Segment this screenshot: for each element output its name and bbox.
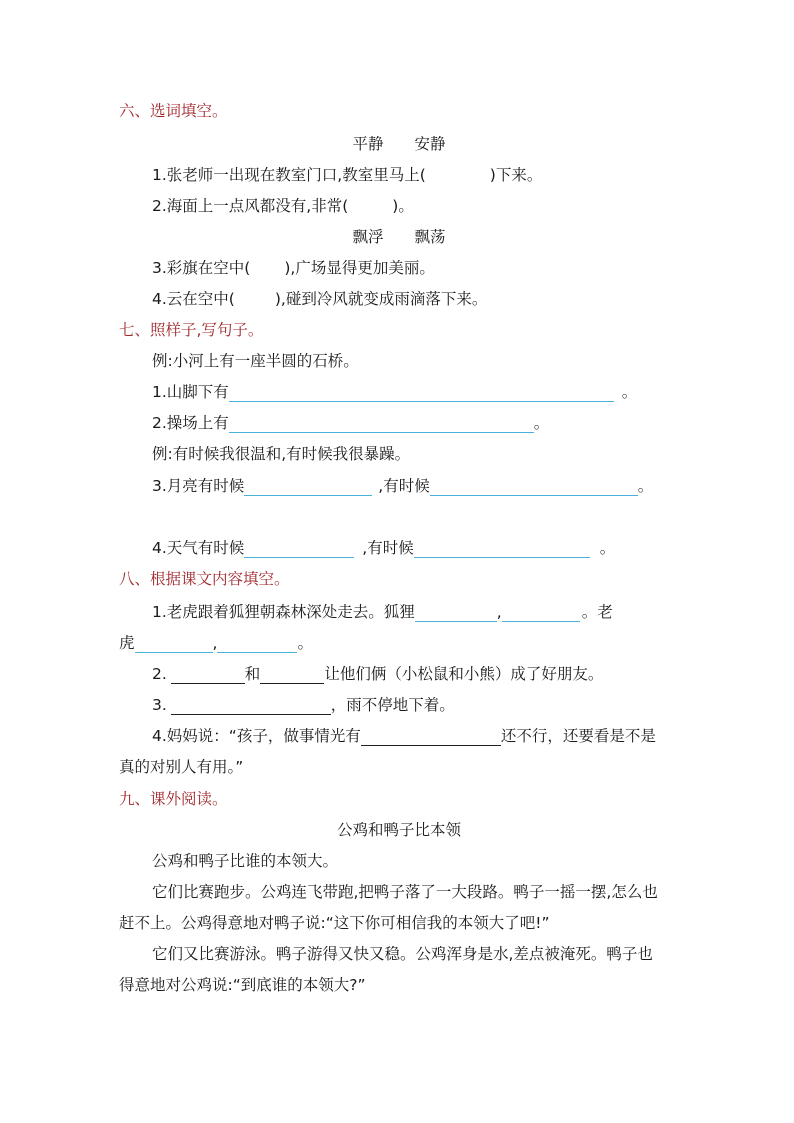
answer-line[interactable] <box>229 385 614 402</box>
question-7-4 <box>152 538 615 558</box>
example-1: 例:小河上有一座半圆的石桥。 <box>152 352 359 370</box>
question-7-3 <box>152 476 653 496</box>
answer-line[interactable] <box>430 479 638 496</box>
question-8-3 <box>152 695 455 715</box>
answer-line[interactable] <box>229 416 534 433</box>
question-6-1 <box>152 165 542 185</box>
question-text: 3.月亮有时候 <box>152 477 245 495</box>
question-text: 。 <box>599 539 616 557</box>
question-7-1 <box>152 382 637 402</box>
question-text: 。 <box>297 634 313 652</box>
question-text: 让他们俩（小松鼠和小熊）成了好朋友。 <box>324 665 604 683</box>
answer-line[interactable] <box>217 636 297 653</box>
question-8-2 <box>152 664 603 684</box>
question-6-3 <box>152 258 435 278</box>
answer-line[interactable] <box>502 605 580 622</box>
answer-line[interactable] <box>171 667 245 684</box>
section-8-title: 八、根据课文内容填空。 <box>119 570 290 588</box>
story-paragraph-3-line-2: 得意地对公鸡说:“到底谁的本领大?” <box>119 976 366 994</box>
question-text: )。 <box>392 197 414 215</box>
section-7-title: 七、照样子,写句子。 <box>119 321 264 339</box>
answer-blank[interactable] <box>426 169 490 185</box>
question-text: 1.张老师一出现在教室门口,教室里马上( <box>152 166 426 184</box>
question-text: 2.海面上一点风都没有,非常( <box>152 197 349 215</box>
question-8-1 <box>152 602 613 622</box>
example-2: 例:有时候我很温和,有时候我很暴躁。 <box>152 445 411 463</box>
answer-line[interactable] <box>171 698 331 715</box>
question-text: ，雨不停地下着。 <box>330 696 455 714</box>
answer-line[interactable] <box>414 541 590 558</box>
question-text: 。 <box>637 477 654 495</box>
question-text: ,有时候 <box>378 477 430 495</box>
answer-line[interactable] <box>361 729 501 746</box>
question-8-1-cont <box>119 633 313 653</box>
answer-line[interactable] <box>415 605 497 622</box>
answer-line[interactable] <box>260 667 324 684</box>
section-9-title: 九、课外阅读。 <box>119 790 228 808</box>
question-8-4 <box>152 726 656 746</box>
question-text: 。老 <box>581 603 613 621</box>
question-text: ,有时候 <box>362 539 414 557</box>
question-text: 。 <box>533 414 550 432</box>
question-text: 。 <box>621 383 638 401</box>
story-title: 公鸡和鸭子比本领 <box>336 821 461 839</box>
question-text: 4.云在空中( <box>152 290 235 308</box>
question-7-2 <box>152 413 549 433</box>
question-text: 1.老虎跟着狐狸朝森林深处走去。狐狸 <box>152 603 415 621</box>
question-text: , <box>212 634 218 652</box>
story-paragraph-2-line-1: 它们比赛跑步。公鸡连飞带跑,把鸭子落了一大段路。鸭子一摇一摆,怎么也 <box>152 883 658 901</box>
answer-blank[interactable] <box>250 262 284 278</box>
answer-line[interactable] <box>135 636 213 653</box>
question-6-2 <box>152 196 414 216</box>
answer-line[interactable] <box>244 479 372 496</box>
question-text: 虎 <box>119 634 135 652</box>
question-8-4-cont: 真的对别人有用。” <box>119 758 244 776</box>
question-text: )下来。 <box>489 166 543 184</box>
question-text: ),碰到冷风就变成雨滴落下来。 <box>274 290 488 308</box>
question-text: 和 <box>244 665 261 683</box>
question-6-4 <box>152 289 487 309</box>
question-text: , <box>496 603 502 621</box>
word-choices-2: 飘浮 飘荡 <box>352 228 446 246</box>
answer-blank[interactable] <box>348 200 392 216</box>
question-text: 3. <box>152 696 167 714</box>
question-text: 4.天气有时候 <box>152 539 245 557</box>
answer-line[interactable] <box>244 541 354 558</box>
question-text: 1.山脚下有 <box>152 383 229 401</box>
question-text: 2.操场上有 <box>152 414 229 432</box>
question-text: 还不行，还要看是不是 <box>500 727 656 745</box>
question-text: 3.彩旗在空中( <box>152 259 251 277</box>
question-text: ),广场显得更加美丽。 <box>284 259 435 277</box>
question-text: 2. <box>152 665 167 683</box>
story-paragraph-3-line-1: 它们又比赛游泳。鸭子游得又快又稳。公鸡浑身是水,差点被淹死。鸭子也 <box>152 945 653 963</box>
question-text: 4.妈妈说：“孩子，做事情光有 <box>152 727 361 745</box>
story-paragraph-2-line-2: 赶不上。公鸡得意地对鸭子说:“这下你可相信我的本领大了吧!” <box>119 914 550 932</box>
word-choices-1: 平静 安静 <box>352 135 446 153</box>
story-paragraph-1: 公鸡和鸭子比谁的本领大。 <box>152 852 339 870</box>
answer-blank[interactable] <box>235 293 275 309</box>
section-6-title: 六、选词填空。 <box>119 102 228 120</box>
